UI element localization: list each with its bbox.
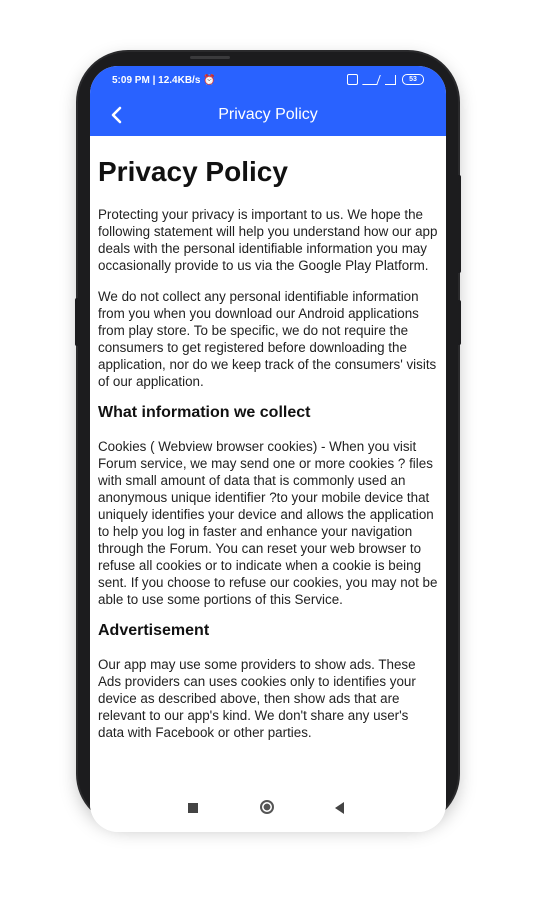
triangle-back-icon[interactable] [335,802,344,814]
signal-icon [385,75,396,85]
power-button [457,300,461,345]
page-title: Privacy Policy [98,156,288,187]
system-nav-bar [90,790,446,832]
app-bar [90,94,446,136]
wifi-icon [362,75,381,85]
intro-paragraph: Protecting your privacy is important to us. We hope the following statement will help you understand how our app deals with the personal identifiable information you may occasionally provide to us via the Google Play Platform. [98,207,438,273]
policy-content[interactable] [98,136,438,792]
intro-paragraph: We do not collect any personal identifiable information from you when you download our Android applications from play store. To be specific, we do not require the consumers to get registered before downloading the application, nor do we keep track of the consumers' visits of our application. [98,289,437,389]
section-text-ads: Our app may use some providers to show ads. These Ads providers can uses cookies only to identifies your device as described above, then show ads that are relevant to our app's kind. We don't share any user's data with Facebook or other parties. [98,657,416,740]
status-bar [90,66,446,94]
section-text-collect: Cookies ( Webview browser cookies) - When you visit Forum service, we may send one or more cookies ? files with small amount of data that is commonly used an anonymous unique identifier ?to your mobile device that uniquely identifies your device and allows the application to help you log in faster and enhance your navigation through the Forum. You can reset your web browser to refuse all cookies or to indicate when a cookie is being sent. If you choose to refuse our cookies, you may not be able to use some portions of this Service. [98,439,438,607]
status-time: 5:09 PM | 12.4KB/s ⏰ [112,75,216,86]
section-heading-ads: Advertisement [98,622,210,639]
sim-icon [347,74,358,85]
section-heading-collect: What information we collect [98,404,311,421]
screen [90,66,446,832]
speaker-grille [190,56,230,59]
side-button-left [75,298,79,346]
app-bar-title: Privacy Policy [218,106,318,123]
volume-button [457,175,461,273]
status-icons [347,74,424,85]
circle-icon[interactable] [260,800,274,814]
square-icon[interactable] [188,803,198,813]
battery-icon: 53 [402,74,424,85]
